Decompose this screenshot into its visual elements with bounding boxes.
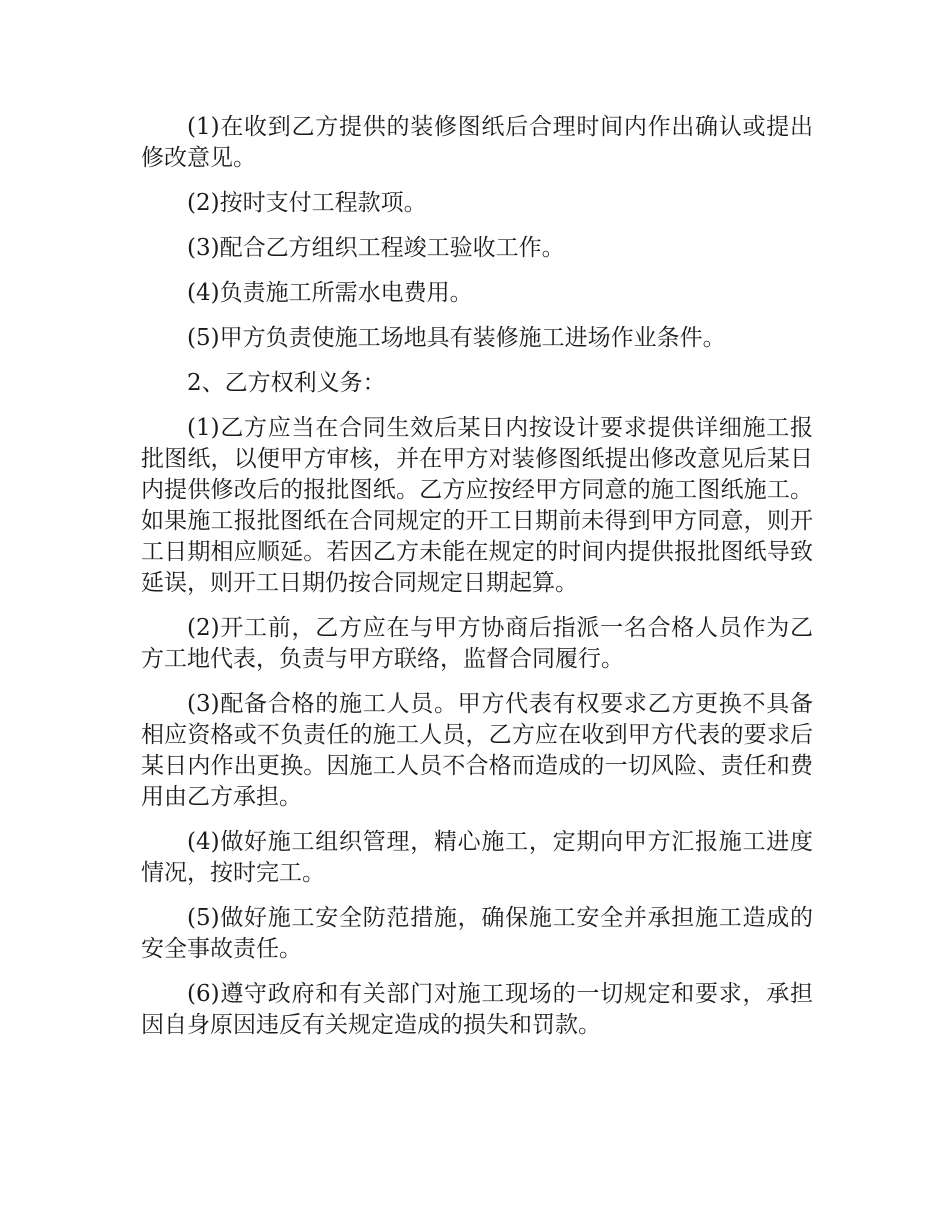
paragraph-contractor-duty-1: (1)乙方应当在合同生效后某日内按设计要求提供详细施工报批图纸，以便甲方审核，并在甲方对装修图纸提出修改意见后某日内提供修改后的报批图纸。乙方应按经甲方同意的施工图纸施工。如果施工报批图纸在合同规定的开工日期前未得到甲方同意，则开工日期相应顺延。若因乙方未能在规定的时间内提供报批图纸导致延误，则开工日期仍按合同规定日期起算。: [141, 415, 813, 596]
paragraph-contractor-duty-5: (5)做好施工安全防范措施，确保施工安全并承担施工造成的安全事故责任。: [141, 905, 813, 962]
paragraph-owner-duty-2: (2)按时支付工程款项。: [187, 190, 427, 216]
paragraph-owner-duty-4: (4)负责施工所需水电费用。: [187, 280, 473, 306]
section-heading-contractor-rights: 2、乙方权利义务：: [187, 370, 386, 396]
paragraph-contractor-duty-2: (2)开工前，乙方应在与甲方协商后指派一名合格人员作为乙方工地代表，负责与甲方联络，监督合同履行。: [141, 615, 813, 672]
paragraph-owner-duty-1: (1)在收到乙方提供的装修图纸后合理时间内作出确认或提出修改意见。: [141, 114, 813, 171]
paragraph-contractor-duty-3: (3)配备合格的施工人员。甲方代表有权要求乙方更换不具备相应资格或不负责任的施工人员，乙方应在收到甲方代表的要求后某日内作出更换。因施工人员不合格而造成的一切风险、责任和费用由乙方承担。: [141, 691, 813, 810]
document-body: [141, 112, 813, 1055]
paragraph-owner-duty-5: (5)甲方负责使施工场地具有装修施工进场作业条件。: [187, 325, 726, 351]
paragraph-contractor-duty-4: (4)做好施工组织管理，精心施工，定期向甲方汇报施工进度情况，按时完工。: [141, 829, 813, 886]
paragraph-owner-duty-3: (3)配合乙方组织工程竣工验收工作。: [187, 235, 565, 261]
paragraph-contractor-duty-6: (6)遵守政府和有关部门对施工现场的一切规定和要求，承担因自身原因违反有关规定造成的损失和罚款。: [141, 981, 813, 1038]
